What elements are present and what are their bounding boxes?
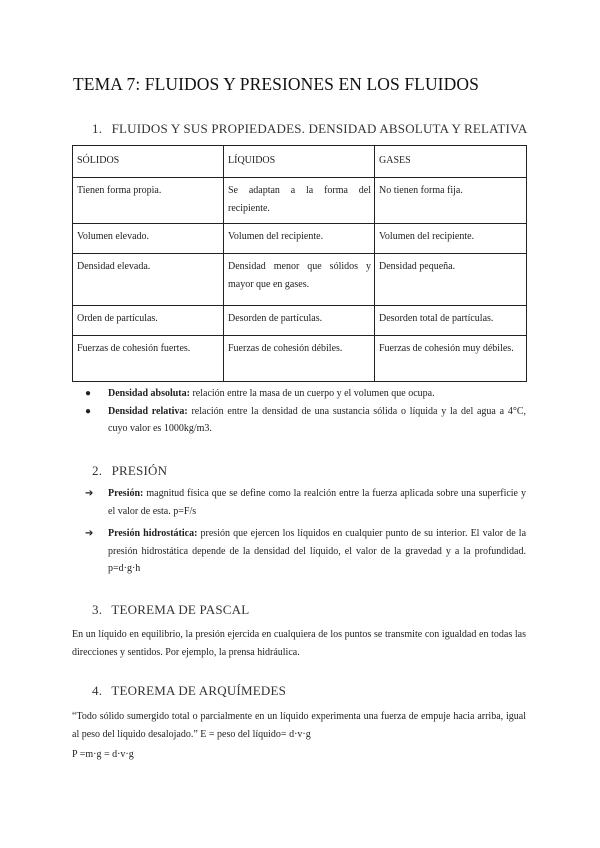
section-title: FLUIDOS Y SUS PROPIEDADES. DENSIDAD ABSOLUTA Y RELATIVA [111, 121, 528, 136]
section-number: 4. [92, 683, 103, 698]
term-definition: relación entre la densidad de una sustancia sólida o líquida y la del agua a 4°C, cuyo valor es 1000kg/m3. [108, 405, 526, 434]
bullet-icon: ● [85, 405, 92, 417]
section-title: TEOREMA DE PASCAL [111, 602, 250, 617]
list-item [82, 485, 526, 520]
table-cell: Volumen elevado. [73, 224, 224, 254]
archimedes-formula: P =m·g = d·v·g [72, 749, 134, 760]
table-cell: Orden de partículas. [73, 306, 224, 336]
pascal-paragraph: En un líquido en equilibrio, la presión ejercida en cualquiera de los puntos se transmite con igualdad en todas las direcciones y sentidos. Por ejemplo, la prensa hidráulica. [72, 629, 526, 658]
term-definition: magnitud física que se define como la realción entre la fuerza aplicada sobre una superficie y el valor de esta. p=F/s [108, 488, 526, 517]
arrow-icon: ➔ [85, 488, 94, 499]
table-row [73, 306, 527, 336]
section-number: 1. [92, 121, 103, 136]
list-item [82, 385, 526, 403]
table-row [73, 224, 527, 254]
arrow-icon: ➔ [85, 528, 94, 539]
table-cell: No tienen forma fija. [375, 178, 527, 224]
term-label: Presión: [108, 488, 144, 499]
table-row [73, 178, 527, 224]
table-cell: Densidad menor que sólidos y mayor que en gases. [224, 254, 375, 306]
table-cell: Densidad pequeña. [375, 254, 527, 306]
table-row [73, 336, 527, 382]
table-cell: Fuerzas de cohesión débiles. [224, 336, 375, 382]
list-item [82, 403, 526, 438]
table-header: LÍQUIDOS [224, 146, 375, 178]
section-heading-4 [92, 683, 286, 699]
archimedes-quote: “Todo sólido sumergido total o parcialmente en un líquido experimenta una fuerza de empuje hacia arriba, igual al peso del líquido desalojado.” E = peso del líquido= d·v·g [72, 711, 526, 740]
density-bullet-list [82, 385, 526, 438]
table-cell: Se adaptan a la forma del recipiente. [224, 178, 375, 224]
table-cell: Fuerzas de cohesión fuertes. [73, 336, 224, 382]
list-item [82, 525, 526, 578]
section-title: TEOREMA DE ARQUÍMEDES [111, 683, 287, 698]
table-cell: Densidad elevada. [73, 254, 224, 306]
table-cell: Volumen del recipiente. [224, 224, 375, 254]
bullet-icon: ● [85, 388, 92, 399]
term-definition: relación entre la masa de un cuerpo y el volumen que ocupa. [189, 388, 435, 399]
term-label: Presión hidrostática: [108, 528, 198, 539]
term-label: Densidad absoluta: [108, 388, 190, 399]
table-cell: Volumen del recipiente. [375, 224, 527, 254]
page-title: TEMA 7: FLUIDOS Y PRESIONES EN LOS FLUIDOS [73, 74, 479, 94]
table-cell: Tienen forma propia. [73, 178, 224, 224]
table-header-row [73, 146, 527, 178]
term-definition: presión que ejercen los líquidos en cualquier punto de su interior. El valor de la presión hidrostática depende de la densidad del líquido, el valor de la gravedad y a la profundidad. p=d·g·h [108, 528, 527, 574]
table-header: GASES [375, 146, 527, 178]
section-number: 3. [92, 602, 103, 617]
section-heading-1 [92, 121, 528, 137]
pressure-bullet-list [82, 485, 526, 578]
term-label: Densidad relativa: [108, 405, 188, 417]
table-row [73, 254, 527, 306]
section-heading-3 [92, 602, 249, 618]
section-number: 2. [92, 463, 103, 478]
table-cell: Desorden de partículas. [224, 306, 375, 336]
table-cell: Fuerzas de cohesión muy débiles. [375, 336, 527, 382]
section-heading-2 [92, 463, 167, 479]
section-title: PRESIÓN [111, 463, 168, 478]
table-cell: Desorden total de partículas. [375, 306, 527, 336]
table-header: SÓLIDOS [73, 146, 224, 178]
states-of-matter-table [72, 145, 527, 382]
